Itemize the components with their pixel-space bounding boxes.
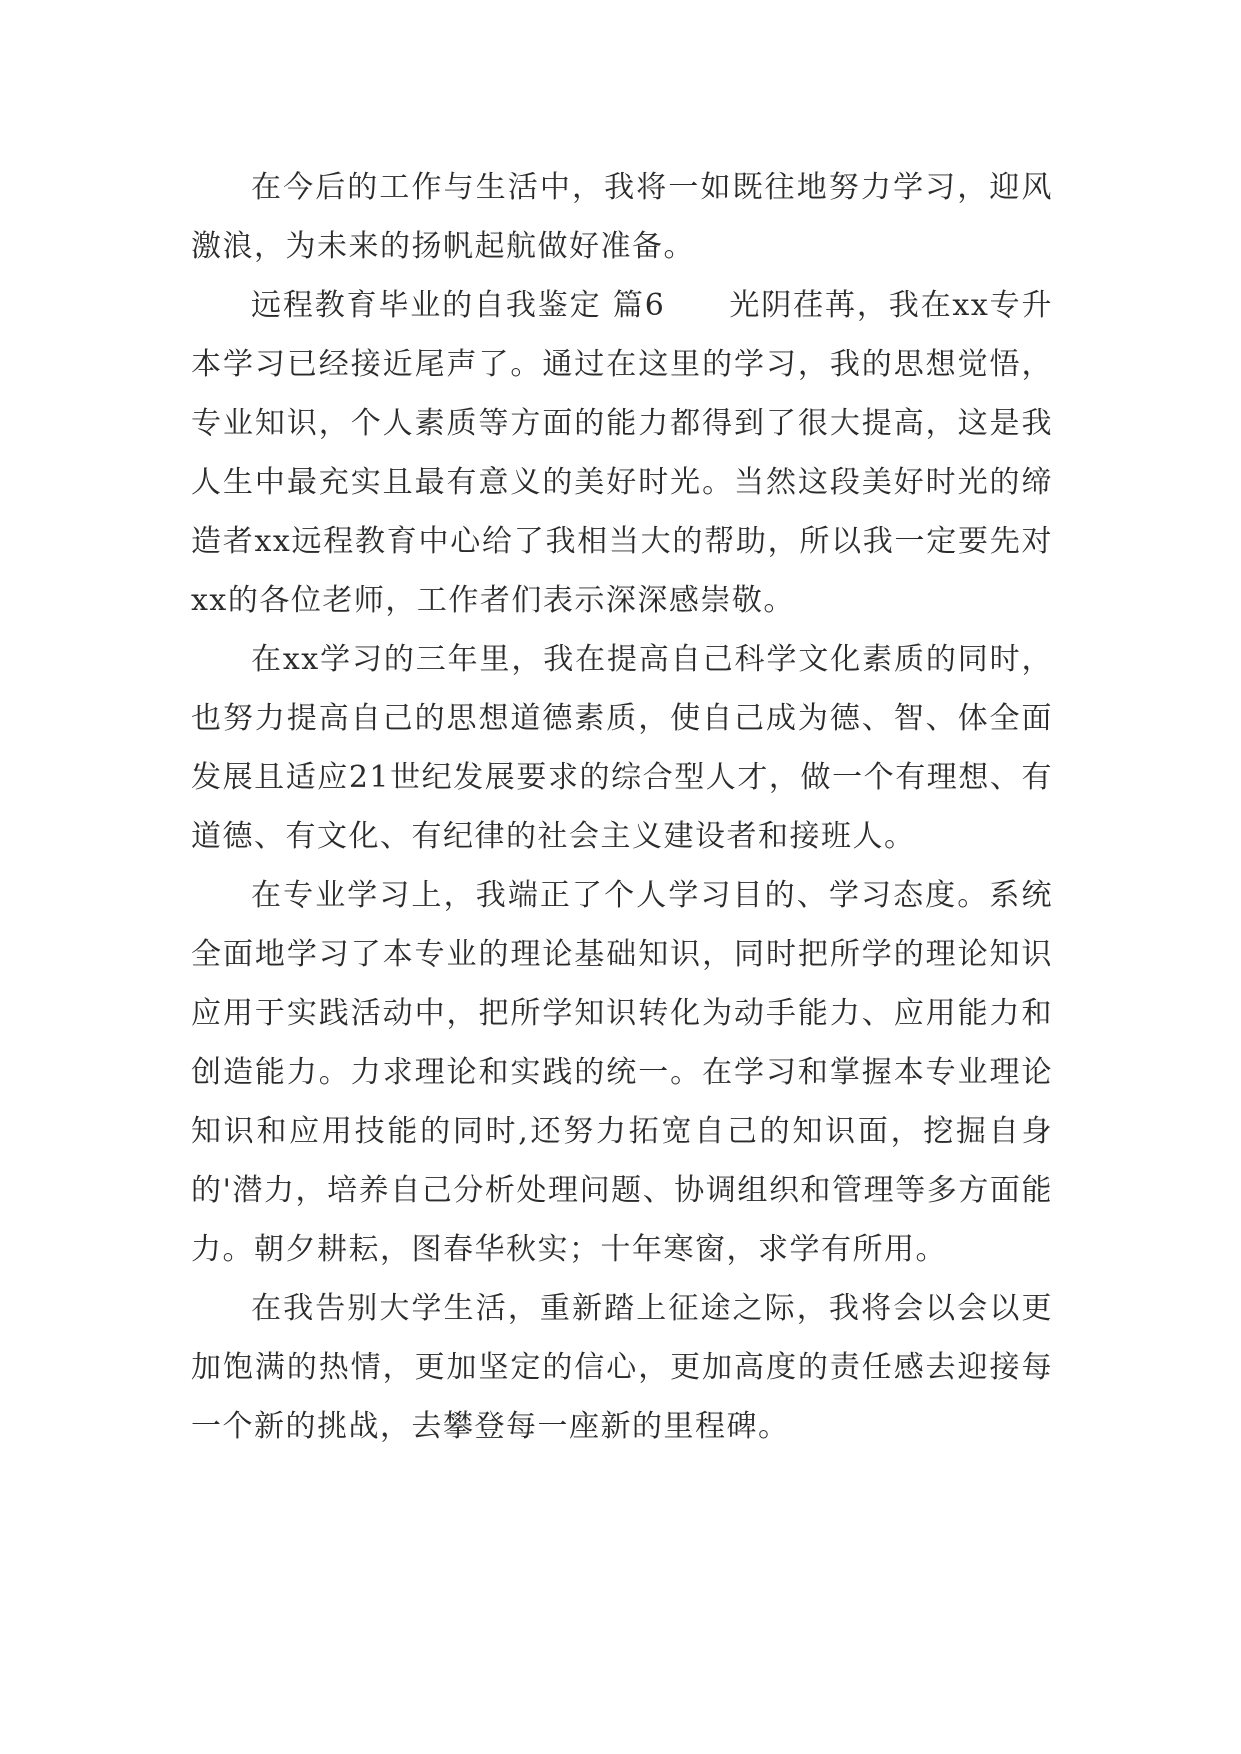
document-body [191, 158, 1053, 1456]
paragraph-4: 在专业学习上，我端正了个人学习目的、学习态度。系统全面地学习了本专业的理论基础知识，同时把所学的理论知识应用于实践活动中，把所学知识转化为动手能力、应用能力和创造能力。力求理论和实践的统一。在学习和掌握本专业理论知识和应用技能的同时,还努力拓宽自己的知识面，挖掘自身的'潜力，培养自己分析处理问题、协调组织和管理等多方面能力。朝夕耕耘，图春华秋实；十年寒窗，求学有所用。 [191, 878, 1053, 1267]
paragraph-3: 在xx学习的三年里，我在提高自己科学文化素质的同时，也努力提高自己的思想道德素质，使自己成为德、智、体全面发展且适应21世纪发展要求的综合型人才，做一个有理想、有道德、有文化、有纪律的社会主义建设者和接班人。 [191, 642, 1053, 854]
paragraph-5: 在我告别大学生活，重新踏上征途之际，我将会以会以更加饱满的热情，更加坚定的信心，更加高度的责任感去迎接每一个新的挑战，去攀登每一座新的里程碑。 [191, 1291, 1053, 1444]
paragraph-2: 远程教育毕业的自我鉴定 篇6 光阴荏苒，我在xx专升本学习已经接近尾声了。通过在这里的学习，我的思想觉悟，专业知识，个人素质等方面的能力都得到了很大提高，这是我人生中最充实且最有意义的美好时光。当然这段美好时光的缔造者xx远程教育中心给了我相当大的帮助，所以我一定要先对xx的各位老师，工作者们表示深深感崇敬。 [191, 288, 1053, 618]
paragraph-1: 在今后的工作与生活中，我将一如既往地努力学习，迎风激浪，为未来的扬帆起航做好准备。 [191, 170, 1053, 264]
